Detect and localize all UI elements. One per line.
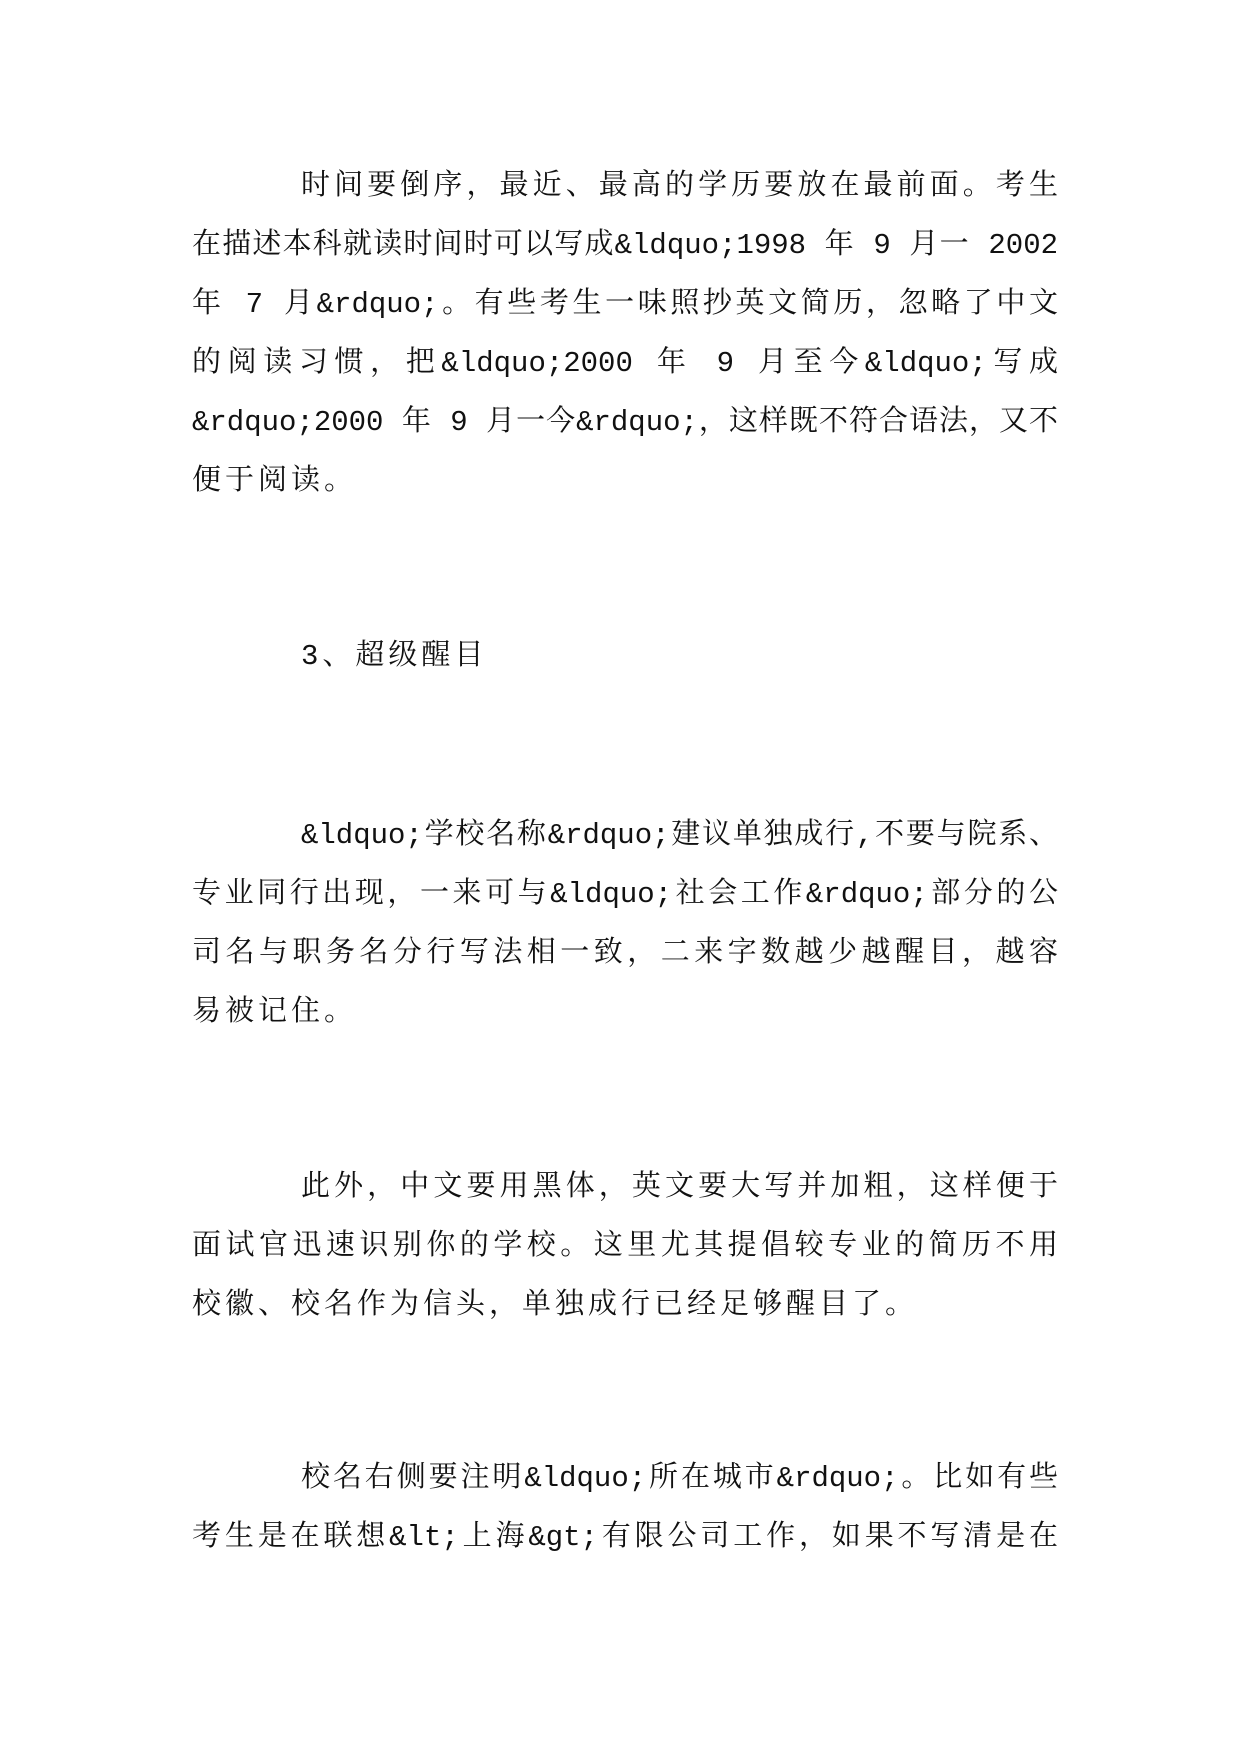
paragraph-font-style [192,1158,1058,1335]
paragraph-3-line-2: 面试官迅速识别你的学校。这里尤其提倡较专业的简历不用 [192,1230,1058,1263]
paragraph-3-line-3: 校徽、校名作为信头，单独成行已经足够醒目了。 [192,1289,919,1322]
paragraph-4-line-2: 考生是在联想&lt;上海&gt;有限公司工作，如果不写清是在 [192,1521,1058,1554]
paragraph-1-line-5: &rdquo;2000 年 9 月一今&rdquo;，这样既不符合语法，又不 [192,406,1058,439]
paragraph-2-line-3: 司名与职务名分行写法相一致，二来字数越少越醒目，越容 [192,937,1058,970]
paragraph-2-line-4: 易被记住。 [192,996,358,1029]
paragraph-3-line-1: 此外，中文要用黑体，英文要大写并加粗，这样便于 [301,1171,1058,1204]
paragraph-1-line-6: 便于阅读。 [192,465,358,498]
paragraph-city-note [192,1449,1058,1567]
paragraph-1-line-2: 在描述本科就读时间时可以写成&ldquo;1998 年 9 月一 2002 [192,229,1058,262]
section-heading [192,627,1058,686]
paragraph-reverse-chronology [192,157,1058,511]
paragraph-2-line-2: 专业同行出现，一来可与&ldquo;社会工作&rdquo;部分的公 [192,878,1058,911]
section-heading-text: 3、超级醒目 [301,640,488,673]
paragraph-4-line-1: 校名右侧要注明&ldquo;所在城市&rdquo;。比如有些 [301,1462,1058,1495]
paragraph-1-line-1: 时间要倒序，最近、最高的学历要放在最前面。考生 [301,170,1058,203]
paragraph-school-name [192,806,1058,1042]
paragraph-1-line-3: 年 7 月&rdquo;。有些考生一味照抄英文简历，忽略了中文 [192,288,1058,321]
paragraph-2-line-1: &ldquo;学校名称&rdquo;建议单独成行,不要与院系、 [301,819,1058,852]
paragraph-1-line-4: 的阅读习惯，把&ldquo;2000 年 9 月至今&ldquo;写成 [192,347,1058,380]
